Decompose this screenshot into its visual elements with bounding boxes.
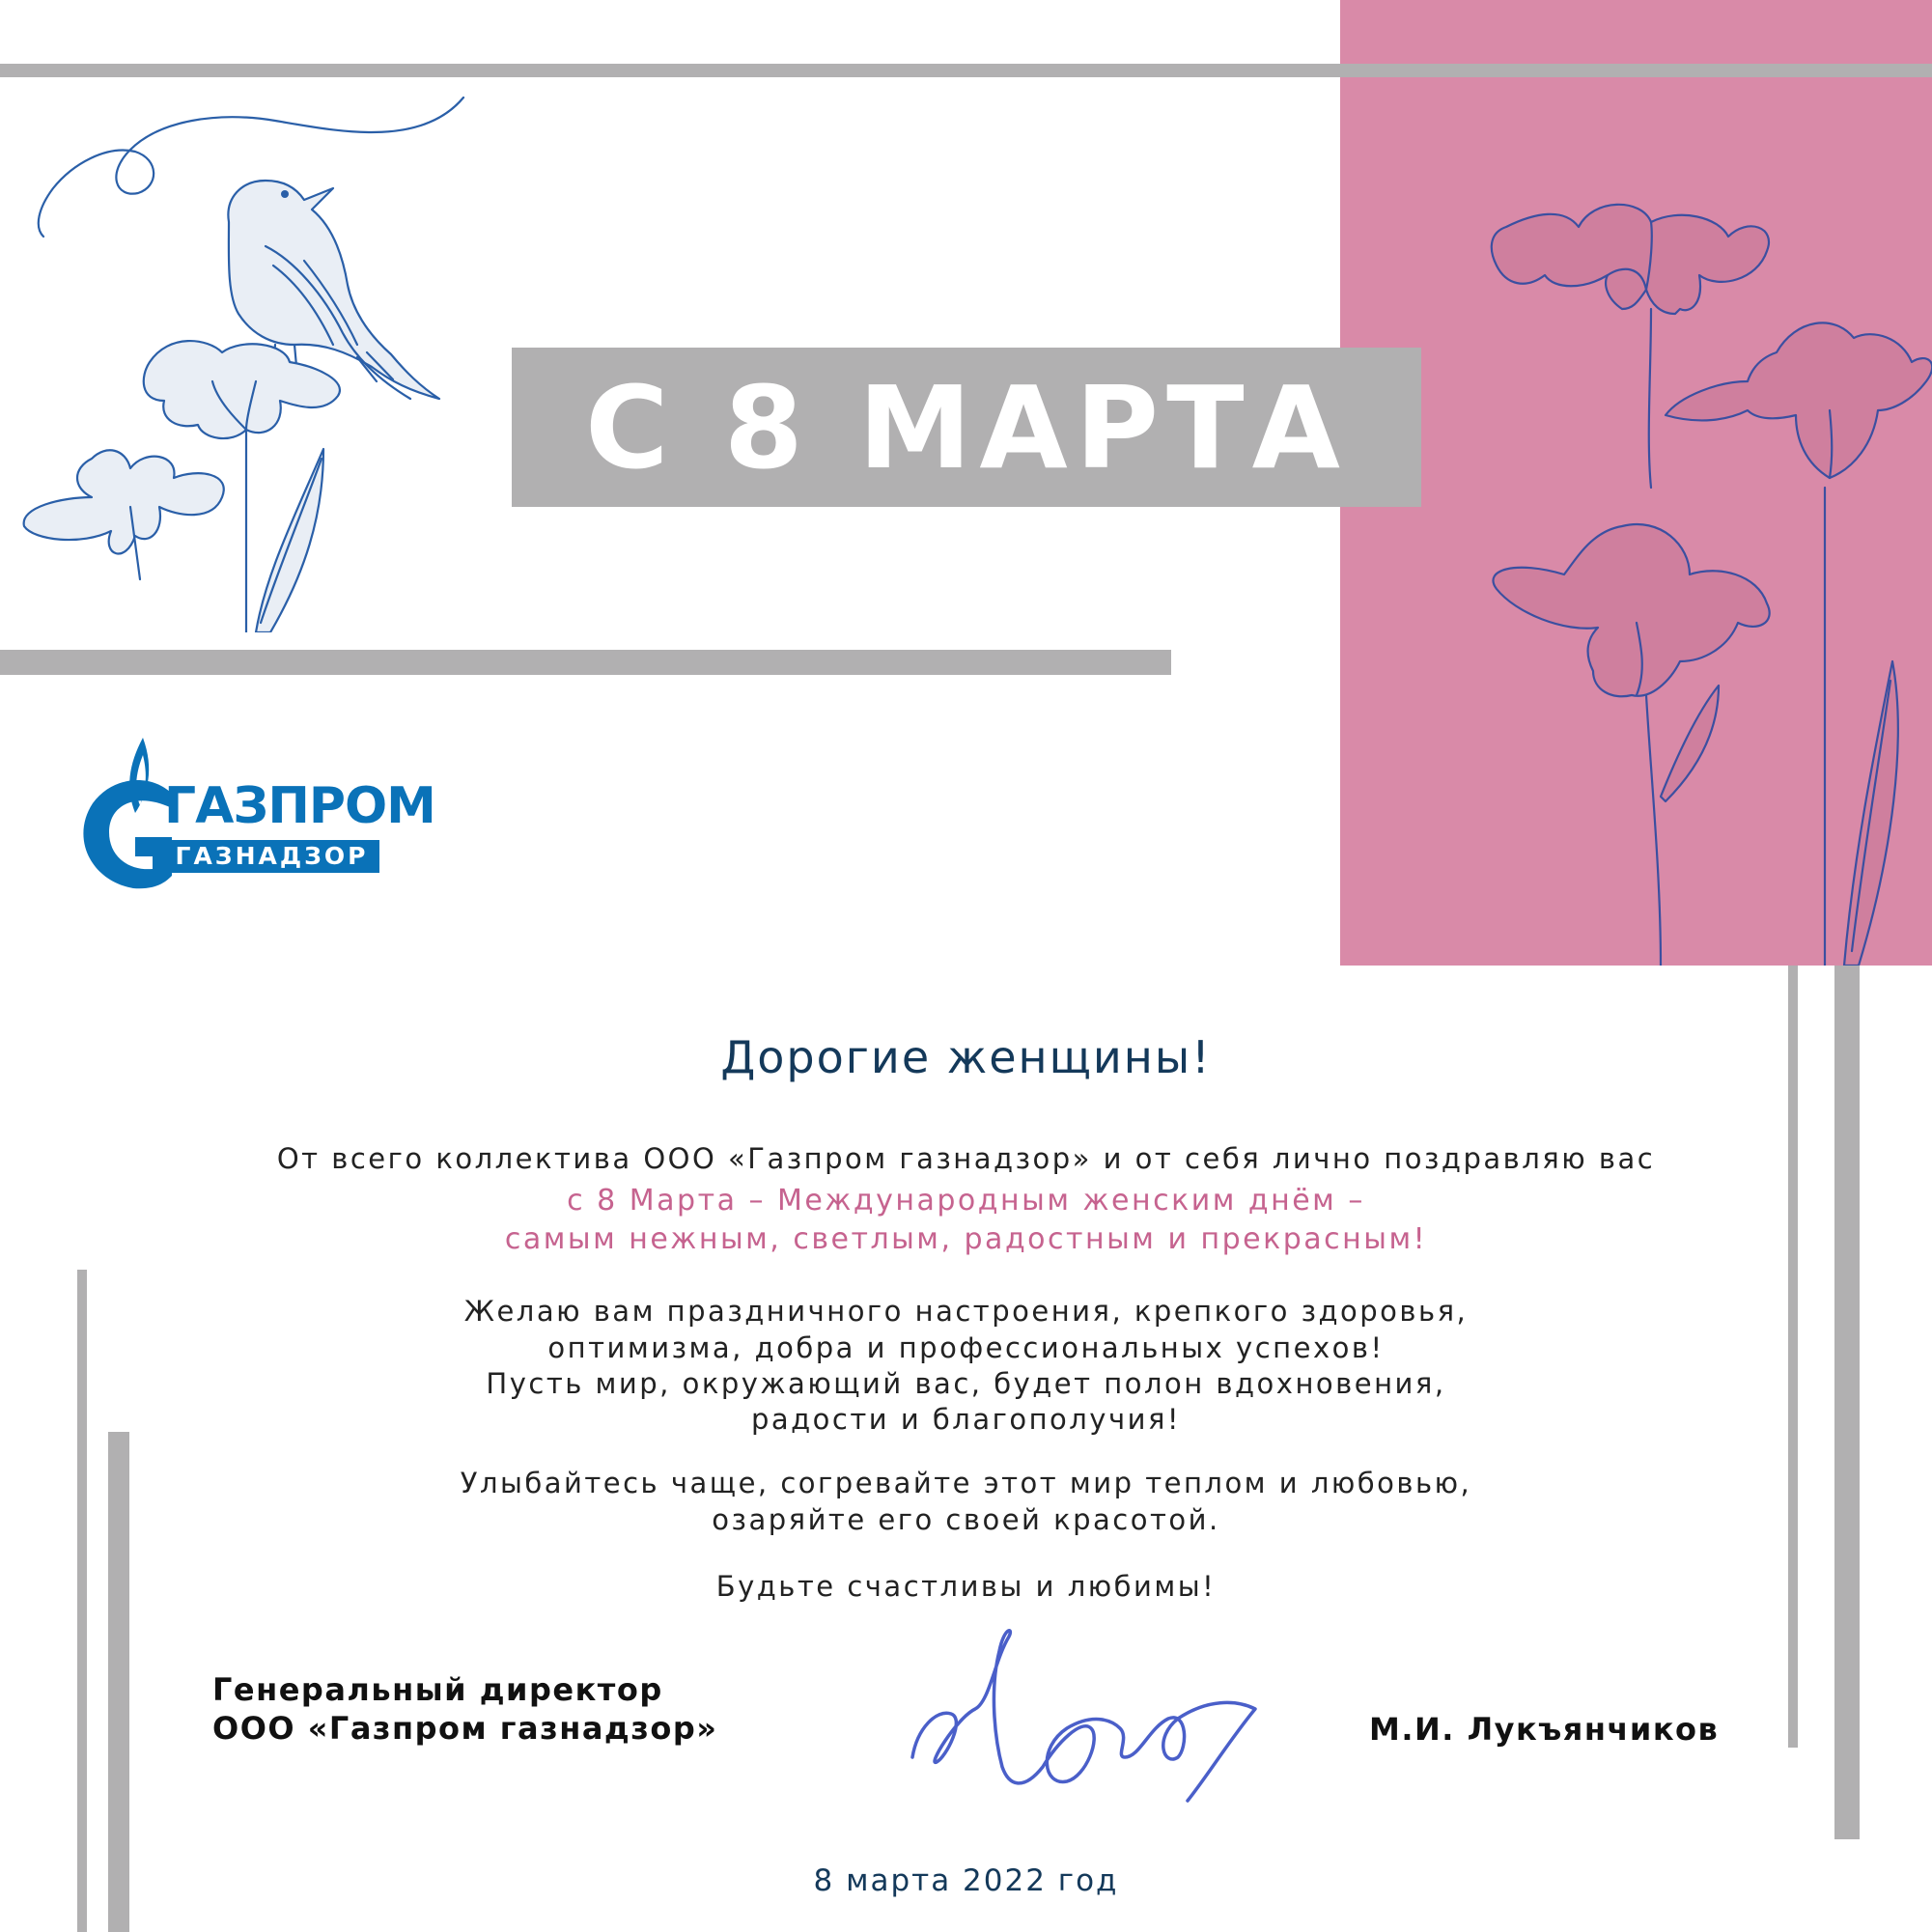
- iris-illustration: [1371, 121, 1932, 966]
- bird-flower-illustration: [14, 92, 488, 632]
- wishes-line: оптимизма, добра и профессиональных успехов!: [547, 1331, 1385, 1364]
- signer-position-line: Генеральный директор: [212, 1671, 663, 1708]
- gazprom-gaznadzor-logo: [75, 736, 435, 890]
- closing-line: Будьте счастливы и любимы!: [715, 1570, 1217, 1603]
- title-banner: [512, 348, 1421, 507]
- highlight-line: самым нежным, светлым, радостным и прекрасным!: [504, 1222, 1428, 1256]
- middle-divider-bar: [0, 650, 1171, 675]
- banner-title: С 8 МАРТА: [585, 360, 1348, 494]
- wishes-line: радости и благополучия!: [750, 1403, 1182, 1436]
- signer-position: [212, 1670, 717, 1748]
- signer-company-line: ООО «Газпром газнадзор»: [212, 1710, 718, 1747]
- signer-name: М.И. Лукъянчиков: [1369, 1711, 1720, 1748]
- logo-wordmark-gazprom: ГАЗПРОМ: [164, 777, 435, 835]
- letter-greeting: Дорогие женщины!: [720, 1031, 1212, 1083]
- wishes-line: Пусть мир, окружающий вас, будет полон вдохновения,: [486, 1367, 1446, 1400]
- top-divider-bar: [0, 64, 1932, 77]
- smile-line: Улыбайтесь чаще, согревайте этот мир теплом и любовью,: [460, 1467, 1472, 1499]
- letter-intro: От всего коллектива ООО «Газпром газнадзор» и от себя лично поздравляю вас: [276, 1142, 1656, 1175]
- smile-line: озаряйте его своей красотой.: [712, 1503, 1220, 1536]
- logo-wordmark-gaznadzor: ГАЗНАДЗОР: [164, 840, 379, 873]
- handwritten-signature: [898, 1622, 1303, 1815]
- wishes-line: Желаю вам праздничного настроения, крепкого здоровья,: [463, 1295, 1469, 1328]
- letter-date: 8 марта 2022 год: [813, 1863, 1119, 1898]
- highlight-line: с 8 Марта – Международным женским днём –: [567, 1184, 1365, 1218]
